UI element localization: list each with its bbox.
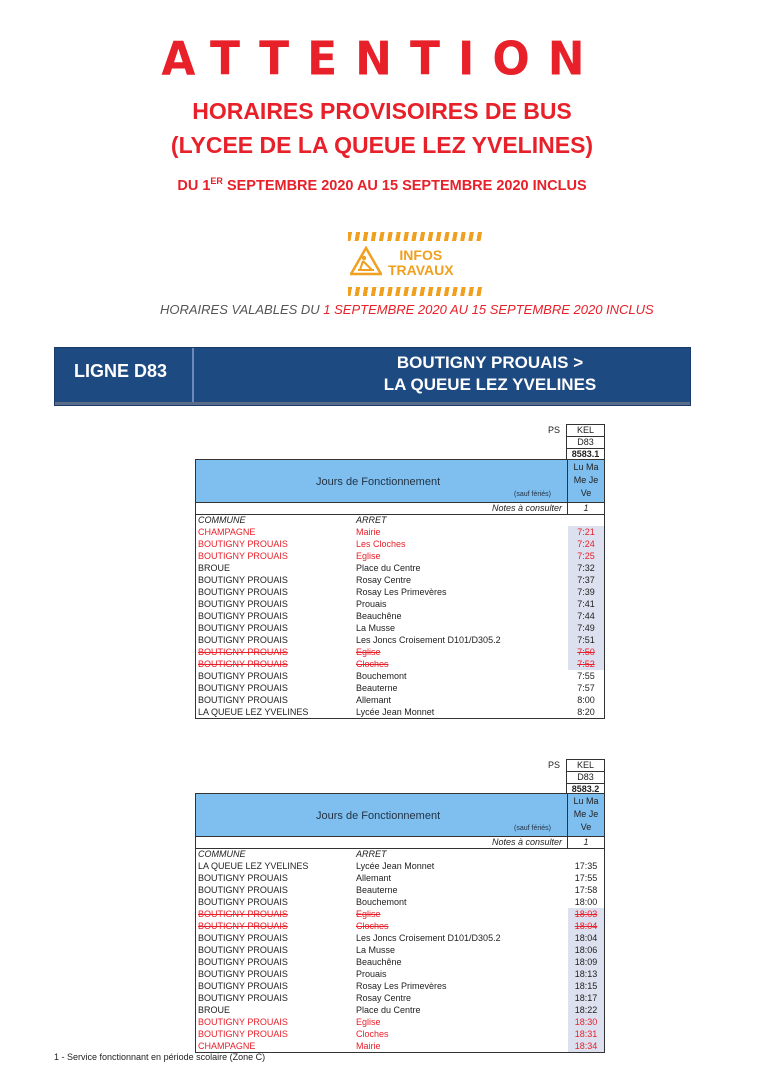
- time-cell: 7:52: [568, 658, 604, 670]
- stop-cell: Cloches: [356, 659, 389, 669]
- commune-cell: BOUTIGNY PROUAIS: [198, 993, 288, 1003]
- commune-cell: BOUTIGNY PROUAIS: [198, 909, 288, 919]
- commune-cell: BOUTIGNY PROUAIS: [198, 1029, 288, 1039]
- table-row: [196, 860, 604, 872]
- time-cell: 18:31: [568, 1028, 604, 1040]
- line-name: LIGNE D83: [74, 361, 168, 381]
- table-row: [196, 610, 604, 622]
- table-row: [196, 634, 604, 646]
- time-cell: 8:20: [577, 707, 595, 717]
- time-cell: 18:17: [568, 992, 604, 1004]
- table-row: [196, 1004, 604, 1016]
- dates-line: DU 1ER SEPTEMBRE 2020 AU 15 SEPTEMBRE 2020 INCLUS: [177, 176, 587, 194]
- time-cell: 17:35: [574, 861, 598, 871]
- time-cell: 18:04: [568, 932, 604, 944]
- commune-cell: BOUTIGNY PROUAIS: [198, 885, 288, 895]
- stop-cell: Rosay Centre: [356, 993, 412, 1003]
- stop-cell: Mairie: [356, 1041, 381, 1051]
- validity-line: HORAIRES VALABLES DU 1 SEPTEMBRE 2020 AU 15 SEPTEMBRE 2020 INCLUS: [160, 302, 654, 317]
- time-cell: 7:37: [568, 574, 604, 586]
- stop-cell: Bouchemont: [356, 897, 407, 907]
- table-row: [196, 658, 604, 670]
- stop-cell: Lycée Jean Monnet: [356, 861, 435, 871]
- stop-cell: Rosay Les Primevères: [356, 981, 447, 991]
- commune-cell: BOUTIGNY PROUAIS: [198, 539, 288, 549]
- commune-cell: CHAMPAGNE: [198, 1041, 256, 1051]
- time-cell: 18:00: [574, 897, 598, 907]
- stop-cell: Rosay Les Primevères: [356, 587, 447, 597]
- commune-cell: BOUTIGNY PROUAIS: [198, 611, 288, 621]
- column-headers: COMMUNE ARRET: [198, 849, 387, 859]
- hazard-stripe-top: [348, 232, 484, 241]
- time-cell: 7:57: [577, 683, 595, 693]
- stop-cell: Beauterne: [356, 885, 398, 895]
- table-row: [196, 968, 604, 980]
- commune-cell: LA QUEUE LEZ YVELINES: [198, 707, 309, 717]
- table-row: [196, 574, 604, 586]
- time-cell: 7:50: [568, 646, 604, 658]
- stop-cell: La Musse: [356, 623, 396, 633]
- time-cell: 18:04: [568, 920, 604, 932]
- stop-cell: Eglise: [356, 647, 381, 657]
- time-cell: 17:58: [574, 885, 598, 895]
- table-row: [196, 550, 604, 562]
- hazard-stripe-bottom: [348, 287, 484, 296]
- table-row: [196, 694, 604, 706]
- time-cell: 18:06: [568, 944, 604, 956]
- time-cell: 18:03: [568, 908, 604, 920]
- commune-cell: BOUTIGNY PROUAIS: [198, 981, 288, 991]
- time-cell: 7:25: [568, 550, 604, 562]
- commune-cell: BOUTIGNY PROUAIS: [198, 575, 288, 585]
- table-row: [196, 980, 604, 992]
- time-cell: 18:34: [568, 1040, 604, 1052]
- stop-cell: Beauchêne: [356, 611, 402, 621]
- stop-cell: Eglise: [356, 909, 381, 919]
- stop-cell: Eglise: [356, 551, 381, 561]
- commune-cell: BOUTIGNY PROUAIS: [198, 635, 288, 645]
- roadwork-warning-icon: [350, 246, 382, 276]
- commune-cell: BOUTIGNY PROUAIS: [198, 587, 288, 597]
- table-row: [196, 622, 604, 634]
- time-cell: 18:22: [568, 1004, 604, 1016]
- commune-cell: BOUTIGNY PROUAIS: [198, 969, 288, 979]
- stop-cell: Les Joncs Croisement D101/D305.2: [356, 933, 501, 943]
- service-code-box: KEL D83 8583.1: [566, 424, 605, 461]
- commune-cell: BOUTIGNY PROUAIS: [198, 659, 288, 669]
- time-cell: 18:30: [568, 1016, 604, 1028]
- stop-cell: Beauchêne: [356, 957, 402, 967]
- banner-divider: [192, 348, 194, 402]
- commune-cell: CHAMPAGNE: [198, 527, 256, 537]
- commune-cell: BOUTIGNY PROUAIS: [198, 647, 288, 657]
- service-code-box: KEL D83 8583.2: [566, 759, 605, 796]
- commune-cell: BOUTIGNY PROUAIS: [198, 1017, 288, 1027]
- commune-cell: BOUTIGNY PROUAIS: [198, 551, 288, 561]
- route-title: BOUTIGNY PROUAIS > LA QUEUE LEZ YVELINES: [383, 353, 597, 394]
- table-row: [196, 920, 604, 932]
- table-row: [196, 586, 604, 598]
- time-cell: 8:00: [577, 695, 595, 705]
- ps-label: PS: [548, 760, 561, 770]
- time-cell: 7:41: [568, 598, 604, 610]
- time-cell: 7:21: [568, 526, 604, 538]
- table-row: [196, 1016, 604, 1028]
- commune-cell: BROUE: [198, 1005, 231, 1015]
- commune-cell: BOUTIGNY PROUAIS: [198, 599, 288, 609]
- commune-cell: BOUTIGNY PROUAIS: [198, 683, 288, 693]
- commune-cell: BOUTIGNY PROUAIS: [198, 933, 288, 943]
- table-row: [196, 706, 604, 718]
- travaux-label: TRAVAUX: [388, 262, 454, 278]
- stop-cell: Mairie: [356, 527, 381, 537]
- commune-cell: BOUTIGNY PROUAIS: [198, 897, 288, 907]
- stop-cell: Bouchemont: [356, 671, 407, 681]
- stop-cell: Cloches: [356, 1029, 389, 1039]
- title-line-1: HORAIRES PROVISOIRES DE BUS: [192, 98, 572, 124]
- time-cell: 18:13: [568, 968, 604, 980]
- table-row: [196, 598, 604, 610]
- table-row: [196, 682, 604, 694]
- column-headers: COMMUNE ARRET: [198, 515, 387, 525]
- time-cell: 18:09: [568, 956, 604, 968]
- time-cell: 7:49: [568, 622, 604, 634]
- table-header: Jours de Fonctionnement (sauf fériés) Lu Ma Me Je Ve: [196, 460, 604, 503]
- stop-cell: Les Joncs Croisement D101/D305.2: [356, 635, 501, 645]
- stop-cell: Lycée Jean Monnet: [356, 707, 435, 717]
- commune-cell: BROUE: [198, 563, 231, 573]
- stop-cell: Cloches: [356, 921, 389, 931]
- table-row: [196, 670, 604, 682]
- commune-cell: BOUTIGNY PROUAIS: [198, 873, 288, 883]
- stop-cell: Prouais: [356, 599, 387, 609]
- commune-cell: BOUTIGNY PROUAIS: [198, 623, 288, 633]
- table-row: [196, 872, 604, 884]
- time-cell: 7:24: [568, 538, 604, 550]
- table-row: [196, 1028, 604, 1040]
- timetable-return: [195, 793, 605, 1053]
- stop-cell: Allemant: [356, 873, 392, 883]
- notes-row: Notes à consulter 1: [196, 503, 604, 515]
- commune-cell: BOUTIGNY PROUAIS: [198, 945, 288, 955]
- stop-cell: Prouais: [356, 969, 387, 979]
- table-row: [196, 884, 604, 896]
- stop-cell: Les Cloches: [356, 539, 406, 549]
- time-cell: 17:55: [574, 873, 598, 883]
- time-cell: 7:39: [568, 586, 604, 598]
- attention-heading: ATTENTION: [161, 32, 603, 87]
- table-row: [196, 932, 604, 944]
- ps-label: PS: [548, 425, 561, 435]
- table-row: [196, 538, 604, 550]
- table-row: [196, 944, 604, 956]
- commune-cell: BOUTIGNY PROUAIS: [198, 957, 288, 967]
- time-cell: 18:15: [568, 980, 604, 992]
- notes-row: Notes à consulter 1: [196, 837, 604, 849]
- infos-label: INFOS: [399, 247, 443, 263]
- time-cell: 7:51: [568, 634, 604, 646]
- commune-cell: LA QUEUE LEZ YVELINES: [198, 861, 309, 871]
- stop-cell: Eglise: [356, 1017, 381, 1027]
- title-line-2: (LYCEE DE LA QUEUE LEZ YVELINES): [170, 132, 594, 158]
- table-header: Jours de Fonctionnement (sauf fériés) Lu Ma Me Je Ve: [196, 794, 604, 837]
- time-cell: 7:32: [568, 562, 604, 574]
- table-row: [196, 1040, 604, 1052]
- table-row: [196, 646, 604, 658]
- stop-cell: Place du Centre: [356, 1005, 421, 1015]
- table-row: [196, 992, 604, 1004]
- commune-cell: BOUTIGNY PROUAIS: [198, 921, 288, 931]
- stop-cell: Rosay Centre: [356, 575, 412, 585]
- table-row: [196, 896, 604, 908]
- stop-cell: Beauterne: [356, 683, 398, 693]
- commune-cell: BOUTIGNY PROUAIS: [198, 671, 288, 681]
- infos-travaux-badge: [350, 246, 490, 282]
- stop-cell: Place du Centre: [356, 563, 421, 573]
- table-row: [196, 562, 604, 574]
- footnote: 1 - Service fonctionnant en période scolaire (Zone C): [54, 1052, 266, 1062]
- time-cell: 7:55: [577, 671, 595, 681]
- stop-cell: Allemant: [356, 695, 392, 705]
- table-row: [196, 956, 604, 968]
- table-row: [196, 526, 604, 538]
- commune-cell: BOUTIGNY PROUAIS: [198, 695, 288, 705]
- stop-cell: La Musse: [356, 945, 396, 955]
- table-row: [196, 908, 604, 920]
- time-cell: 7:44: [568, 610, 604, 622]
- timetable-outbound: [195, 459, 605, 719]
